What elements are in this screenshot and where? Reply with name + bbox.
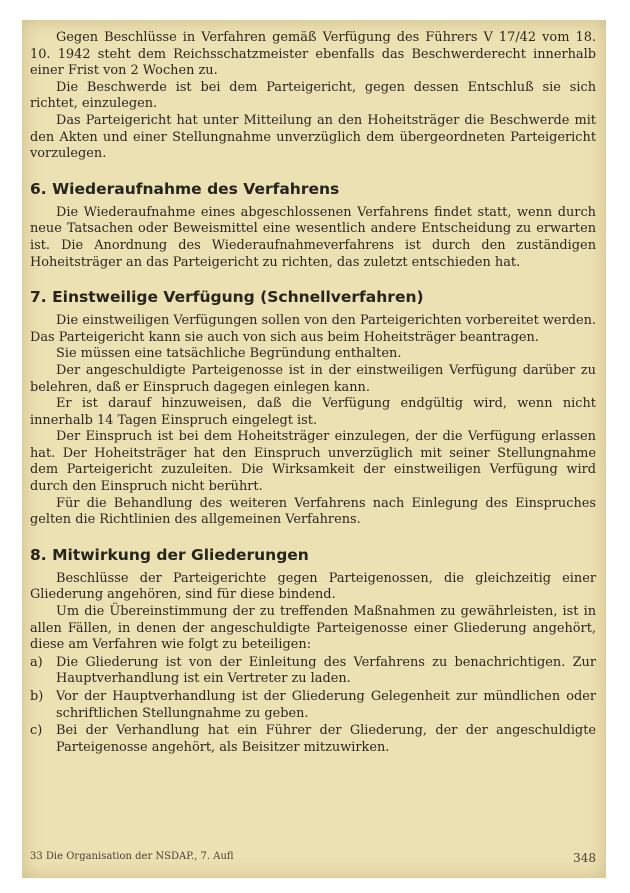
page-number: 348 [573, 851, 596, 865]
page-content [30, 30, 596, 757]
list-item [30, 689, 596, 722]
section-7-paragraph: Der Einspruch ist bei dem Hoheitsträger einzulegen, der die Verfügung erlassen hat. Der Hoheitsträger hat den Einspruch unverzüglich mit seiner Stellungnahme dem Parteigericht zuzuleiten. Die Wirksamkeit der einstweiligen Verfügung wird durch den Einspruch nicht berührt. [30, 429, 596, 495]
section-6-heading: 6. Wiederaufnahme des Verfahrens [30, 179, 340, 198]
section-6-paragraph: Die Wiederaufnahme eines abgeschlossenen Verfahrens findet statt, wenn durch neue Tatsachen oder Beweismittel eine wesentlich andere Entscheidung zu erwarten ist. Die Anordnung des Wiederaufnahmeverfahrens ist durch den zuständigen Hoheitsträger an das Parteigericht zu richten, das zuletzt entschieden hat. [30, 204, 596, 270]
list-marker: a) [30, 654, 43, 670]
section-7-paragraph: Er ist darauf hinzuweisen, daß die Verfügung endgültig wird, wenn nicht innerhalb 14 Tagen Einspruch eingelegt ist. [30, 396, 596, 428]
list-marker: b) [30, 689, 44, 704]
list-item [30, 655, 596, 688]
section-7-paragraph: Der angeschuldigte Parteigenosse ist in der einstweiligen Verfügung darüber zu belehren, daß er Einspruch dagegen einlegen kann. [30, 362, 596, 395]
section-7-heading: 7. Einstweilige Verfügung (Schnellverfahren) [30, 288, 424, 307]
intro-paragraph: Gegen Beschlüsse in Verfahren gemäß Verfügung des Führers V 17/42 vom 18. 10. 1942 steht dem Reichsschatzmeister ebenfalls das Beschwerderecht innerhalb einer Frist von 2 Wochen zu. [30, 30, 596, 79]
list-item-text: Vor der Hauptverhandlung ist der Gliederung Gelegenheit zur mündlichen oder schriftlichen Stellungnahme zu geben. [56, 689, 596, 721]
list-item [30, 723, 596, 756]
footer-source: 33 Die Organisation der NSDAP., 7. Aufl [30, 851, 234, 862]
intro-paragraph: Die Beschwerde ist bei dem Parteigericht, gegen dessen Entschluß sie sich richtet, einzulegen. [30, 79, 596, 112]
section-8-paragraph: Um die Übereinstimmung der zu treffenden Maßnahmen zu gewährleisten, ist in allen Fällen, in denen der angeschuldigte Parteigenosse einer Gliederung angehört, diese am Verfahren wie folgt zu beteiligen: [30, 604, 596, 653]
section-8-heading: 8. Mitwirkung der Gliederungen [30, 545, 309, 564]
list-item-text: Die Gliederung ist von der Einleitung des Verfahrens zu benachrichtigen. Zur Hauptverhandlung ist ein Vertreter zu laden. [56, 654, 596, 687]
list-item-text: Bei der Verhandlung hat ein Führer der Gliederung, der der angeschuldigte Parteigenosse angehört, als Beisitzer mitzuwirken. [56, 723, 596, 755]
intro-paragraph: Das Parteigericht hat unter Mitteilung an den Hoheitsträger die Beschwerde mit den Akten und einer Stellungnahme unverzüglich dem übergeordneten Parteigericht vorzulegen. [30, 112, 596, 162]
section-7-paragraph: Sie müssen eine tatsächliche Begründung enthalten. [56, 346, 402, 362]
section-8-paragraph: Beschlüsse der Parteigerichte gegen Parteigenossen, die gleichzeitig einer Gliederung angehören, sind für diese bindend. [30, 570, 596, 603]
list-marker: c) [30, 723, 43, 739]
section-7-paragraph: Die einstweiligen Verfügungen sollen von den Parteigerichten vorbereitet werden. Das Parteigericht kann sie auch von sich aus beim Hoheitsträger beantragen. [30, 313, 596, 345]
section-7-paragraph: Für die Behandlung des weiteren Verfahrens nach Einlegung des Einspruches gelten die Richtlinien des allgemeinen Verfahrens. [30, 495, 596, 528]
book-page [22, 20, 606, 878]
page-footer [30, 851, 596, 865]
